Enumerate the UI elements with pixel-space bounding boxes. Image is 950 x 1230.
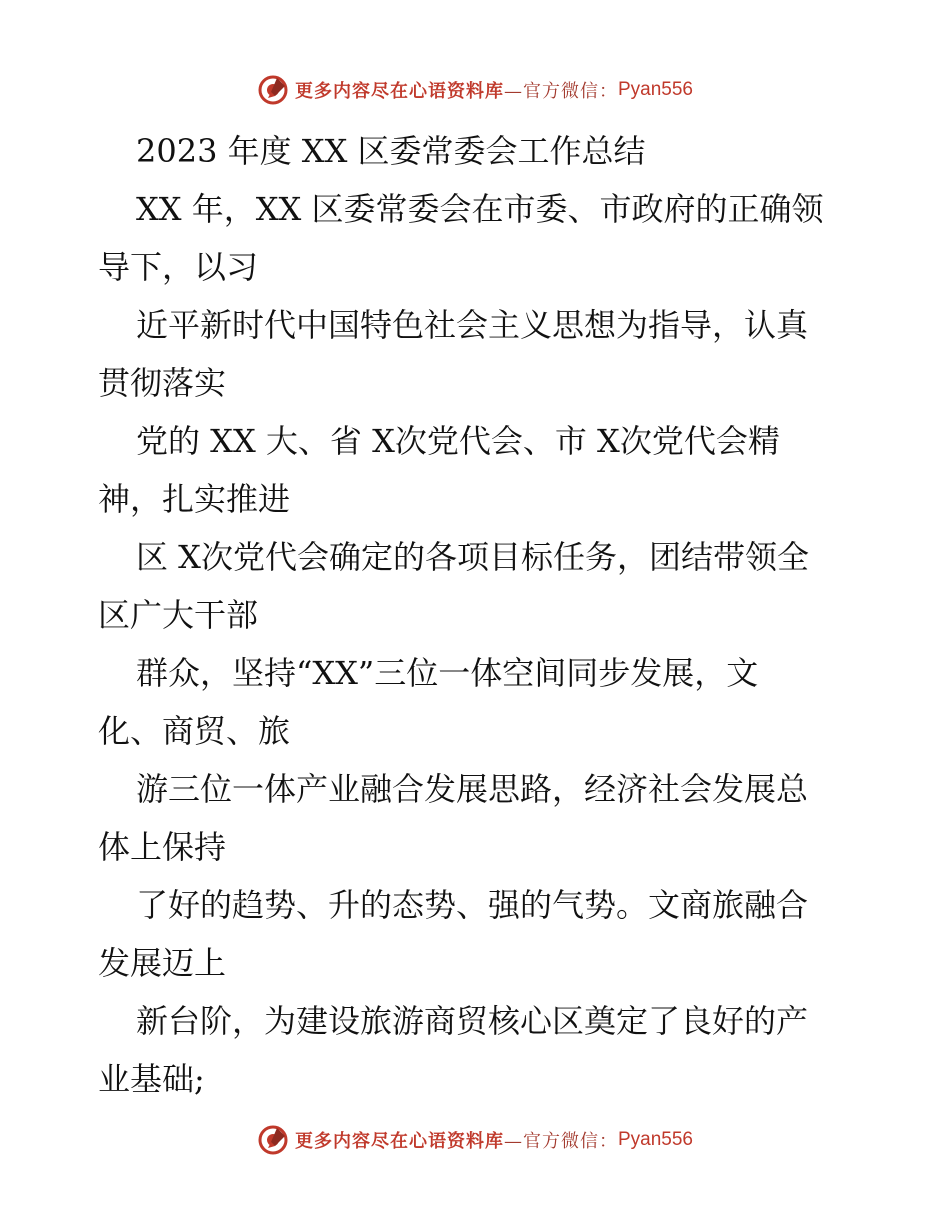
paragraph-line: 党的 XX 大、省 X次党代会、市 X次党代会精	[136, 422, 780, 460]
document-body	[98, 122, 858, 1108]
paragraph-line: 区广大干部	[98, 596, 259, 634]
paragraph-line: 区 X次党代会确定的各项目标任务，团结带领全	[136, 538, 809, 576]
watermark-header	[0, 70, 950, 110]
pen-logo-icon	[257, 74, 289, 106]
paragraph-line: 贯彻落实	[98, 364, 227, 402]
watermark-separator-text: —官方微信：	[503, 81, 618, 102]
watermark-separator-text: —官方微信：	[503, 1131, 618, 1152]
paragraph-line: 发展迈上	[98, 944, 227, 982]
paragraph-line: 近平新时代中国特色社会主义思想为指导，认真	[136, 306, 809, 344]
paragraph-line: XX 年，XX 区委常委会在市委、市政府的正确领	[136, 190, 824, 228]
paragraph-line: 业基础;	[98, 1060, 205, 1098]
paragraph-line: 神，扎实推进	[98, 480, 291, 518]
paragraph-line: 了好的趋势、升的态势、强的气势。文商旅融合	[136, 886, 809, 924]
document-title: 2023 年度 XX 区委常委会工作总结	[136, 132, 646, 170]
paragraph-line: 导下，以习	[98, 248, 259, 286]
pen-logo-icon	[257, 1124, 289, 1156]
watermark-main-text: 更多内容尽在心语资料库	[294, 81, 504, 102]
paragraph-line: 群众，坚持“XX”三位一体空间同步发展，文	[136, 654, 759, 692]
watermark-id-text: Pyan556	[617, 79, 693, 100]
paragraph-line: 体上保持	[98, 828, 227, 866]
paragraph-line: 新台阶，为建设旅游商贸核心区奠定了良好的产	[136, 1002, 809, 1040]
watermark-main-text: 更多内容尽在心语资料库	[294, 1131, 504, 1152]
watermark-footer	[0, 1120, 950, 1160]
paragraph-line: 游三位一体产业融合发展思路，经济社会发展总	[136, 770, 809, 808]
paragraph-line: 化、商贸、旅	[98, 712, 291, 750]
watermark-id-text: Pyan556	[617, 1129, 693, 1150]
